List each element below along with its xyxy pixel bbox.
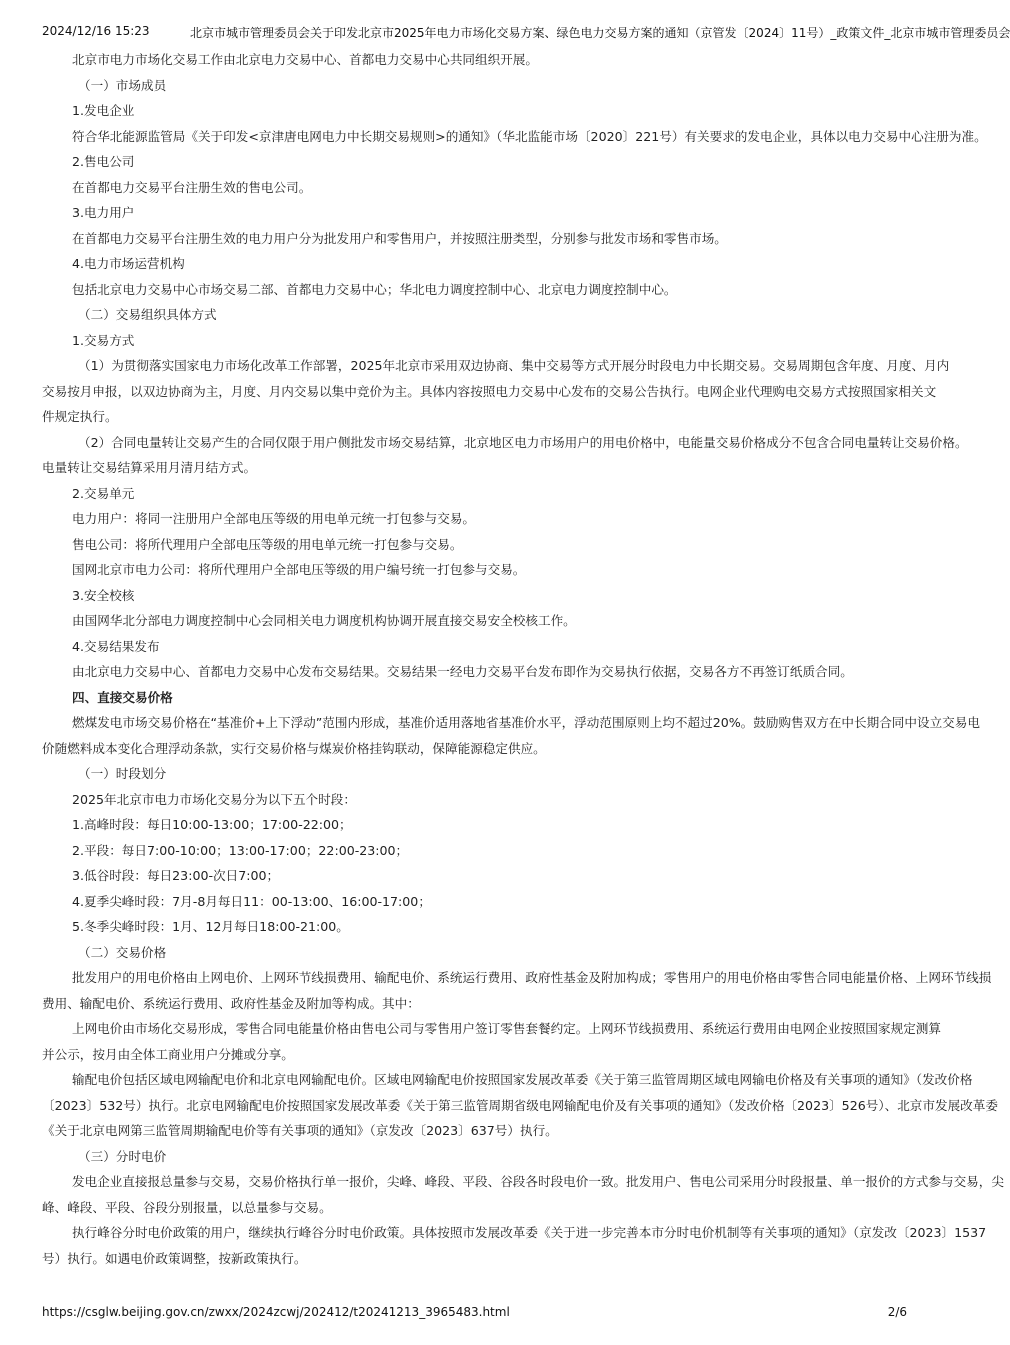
text-line: 件规定执行。 [42, 409, 118, 424]
text-line: 上网电价由市场化交易形成，零售合同电能量价格由售电公司与零售用户签订零售套餐约定。上网环节线损费用、系统运行费用由电网企业按照国家规定测算 [72, 1021, 941, 1036]
text-line: 3.安全校核 [72, 587, 135, 603]
text-line: 批发用户的用电价格由上网电价、上网环节线损费用、输配电价、系统运行费用、政府性基金及附加构成；零售用户的用电价格由零售合同电能量价格、上网环节线损 [72, 970, 992, 985]
text-line: 燃煤发电市场交易价格在“基准价+上下浮动”范围内形成，基准价适用落地省基准价水平，浮动范围原则上均不超过20%。鼓励购售双方在中长期合同中设立交易电 [72, 715, 980, 730]
text-line: （三）分时电价 [78, 1148, 167, 1164]
text-line: 4.电力市场运营机构 [72, 256, 185, 271]
text-line: 3.低谷时段：每日23:00-次日7:00； [72, 868, 280, 883]
text-line: 符合华北能源监管局《关于印发<京津唐电网电力中长期交易规则>的通知》（华北监能市场〔2020〕221号）有关要求的发电企业，具体以电力交易中心注册为准。 [72, 128, 987, 144]
text-line: 峰、峰段、平段、谷段分别报量，以总量参与交易。 [42, 1199, 332, 1215]
text-line: 5.冬季尖峰时段：1月、12月每日18:00-21:00。 [72, 919, 349, 934]
text-line: 《关于北京电网第三监管周期输配电价等有关事项的通知》（京发改〔2023〕637号）执行。 [42, 1123, 558, 1138]
text-line: （2）合同电量转让交易产生的合同仅限于用户侧批发市场交易结算，北京地区电力市场用户的用电价格中，电能量交易价格成分不包含合同电量转让交易价格。 [78, 434, 968, 450]
text-line: 电量转让交易结算采用月清月结方式。 [42, 460, 257, 475]
text-line: 国网北京市电力公司：将所代理用户全部电压等级的用户编号统一打包参与交易。 [72, 562, 526, 577]
page-number: 2/6 [887, 1305, 907, 1319]
text-line: 在首都电力交易平台注册生效的售电公司。 [72, 179, 312, 195]
text-line: 1.交易方式 [72, 332, 135, 348]
text-line: 2.交易单元 [72, 485, 135, 501]
text-line: 号）执行。如遇电价政策调整，按新政策执行。 [42, 1250, 307, 1266]
text-line: （一）市场成员 [78, 77, 167, 93]
text-line: 1.发电企业 [72, 103, 135, 118]
text-line: 包括北京电力交易中心市场交易二部、首都电力交易中心；华北电力调度控制中心、北京电力调度控制中心。 [72, 281, 677, 297]
text-line: 北京市电力市场化交易工作由北京电力交易中心、首都电力交易中心共同组织开展。 [72, 52, 538, 67]
text-line: （一）时段划分 [78, 766, 167, 781]
text-line: 并公示，按月由全体工商业用户分摊或分享。 [42, 1046, 294, 1062]
text-line: 由北京电力交易中心、首都电力交易中心发布交易结果。交易结果一经电力交易平台发布即作为交易执行依据，交易各方不再签订纸质合同。 [72, 664, 853, 679]
text-line: 在首都电力交易平台注册生效的电力用户分为批发用户和零售用户，并按照注册类型，分别参与批发市场和零售市场。 [72, 230, 727, 246]
page-header [0, 24, 1010, 42]
text-line: 发电企业直接报总量参与交易，交易价格执行单一报价，尖峰、峰段、平段、谷段各时段电价一致。批发用户、售电公司采用分时段报量、单一报价的方式参与交易，尖 [72, 1174, 1004, 1189]
text-line: （二）交易价格 [78, 944, 167, 960]
document-title: 北京市城市管理委员会关于印发北京市2025年电力市场化交易方案、绿色电力交易方案的通知（京管发〔2024〕11号）_政策文件_北京市城市管理委员会 [190, 26, 1010, 40]
text-line: 价随燃料成本变化合理浮动条款，实行交易价格与煤炭价格挂钩联动，保障能源稳定供应。 [42, 740, 546, 756]
text-line: 费用、输配电价、系统运行费用、政府性基金及附加等构成。其中： [42, 995, 420, 1011]
text-line: 执行峰谷分时电价政策的用户，继续执行峰谷分时电价政策。具体按照市发展改革委《关于进一步完善本市分时电价机制等有关事项的通知》（京发改〔2023〕1537 [72, 1225, 987, 1240]
text-line: 1.高峰时段：每日10:00-13:00；17:00-22:00； [72, 817, 352, 832]
source-url: https://csglw.beijing.gov.cn/zwxx/2024zcwj/202412/t20241213_3965483.html [42, 1305, 510, 1319]
print-datetime: 2024/12/16 15:23 [42, 24, 150, 38]
text-line: 4.交易结果发布 [72, 638, 160, 654]
page-footer [0, 1305, 950, 1323]
text-line: （1）为贯彻落实国家电力市场化改革工作部署，2025年北京市采用双边协商、集中交易等方式开展分时段电力中长期交易。交易周期包含年度、月度、月内 [78, 358, 950, 373]
document-body [0, 47, 1004, 1271]
section-heading: 四、直接交易价格 [72, 689, 173, 705]
text-line: （二）交易组织具体方式 [78, 307, 217, 322]
text-line: 2025年北京市电力市场化交易分为以下五个时段： [72, 791, 356, 807]
text-line: 2.平段：每日7:00-10:00；13:00-17:00；22:00-23:00； [72, 842, 409, 858]
text-line: 4.夏季尖峰时段：7月-8月每日11：00-13:00、16:00-17:00； [72, 893, 431, 909]
text-line: 电力用户：将同一注册用户全部电压等级的用电单元统一打包参与交易。 [72, 511, 475, 526]
text-line: 由国网华北分部电力调度控制中心会同相关电力调度机构协调开展直接交易安全校核工作。 [72, 613, 576, 628]
text-line: 输配电价包括区域电网输配电价和北京电网输配电价。区域电网输配电价按照国家发展改革委《关于第三监管周期区域电网输电价格及有关事项的通知》（发改价格 [72, 1072, 973, 1087]
text-line: 交易按月申报，以双边协商为主，月度、月内交易以集中竞价为主。具体内容按照电力交易中心发布的交易公告执行。电网企业代理购电交易方式按照国家相关文 [42, 383, 937, 399]
text-line: 〔2023〕532号）执行。北京电网输配电价按照国家发展改革委《关于第三监管周期省级电网输配电价及有关事项的通知》（发改价格〔2023〕526号）、北京市发展改革委 [42, 1097, 998, 1113]
text-line: 3.电力用户 [72, 205, 135, 220]
text-line: 售电公司：将所代理用户全部电压等级的用电单元统一打包参与交易。 [72, 536, 463, 552]
text-line: 2.售电公司 [72, 154, 135, 169]
